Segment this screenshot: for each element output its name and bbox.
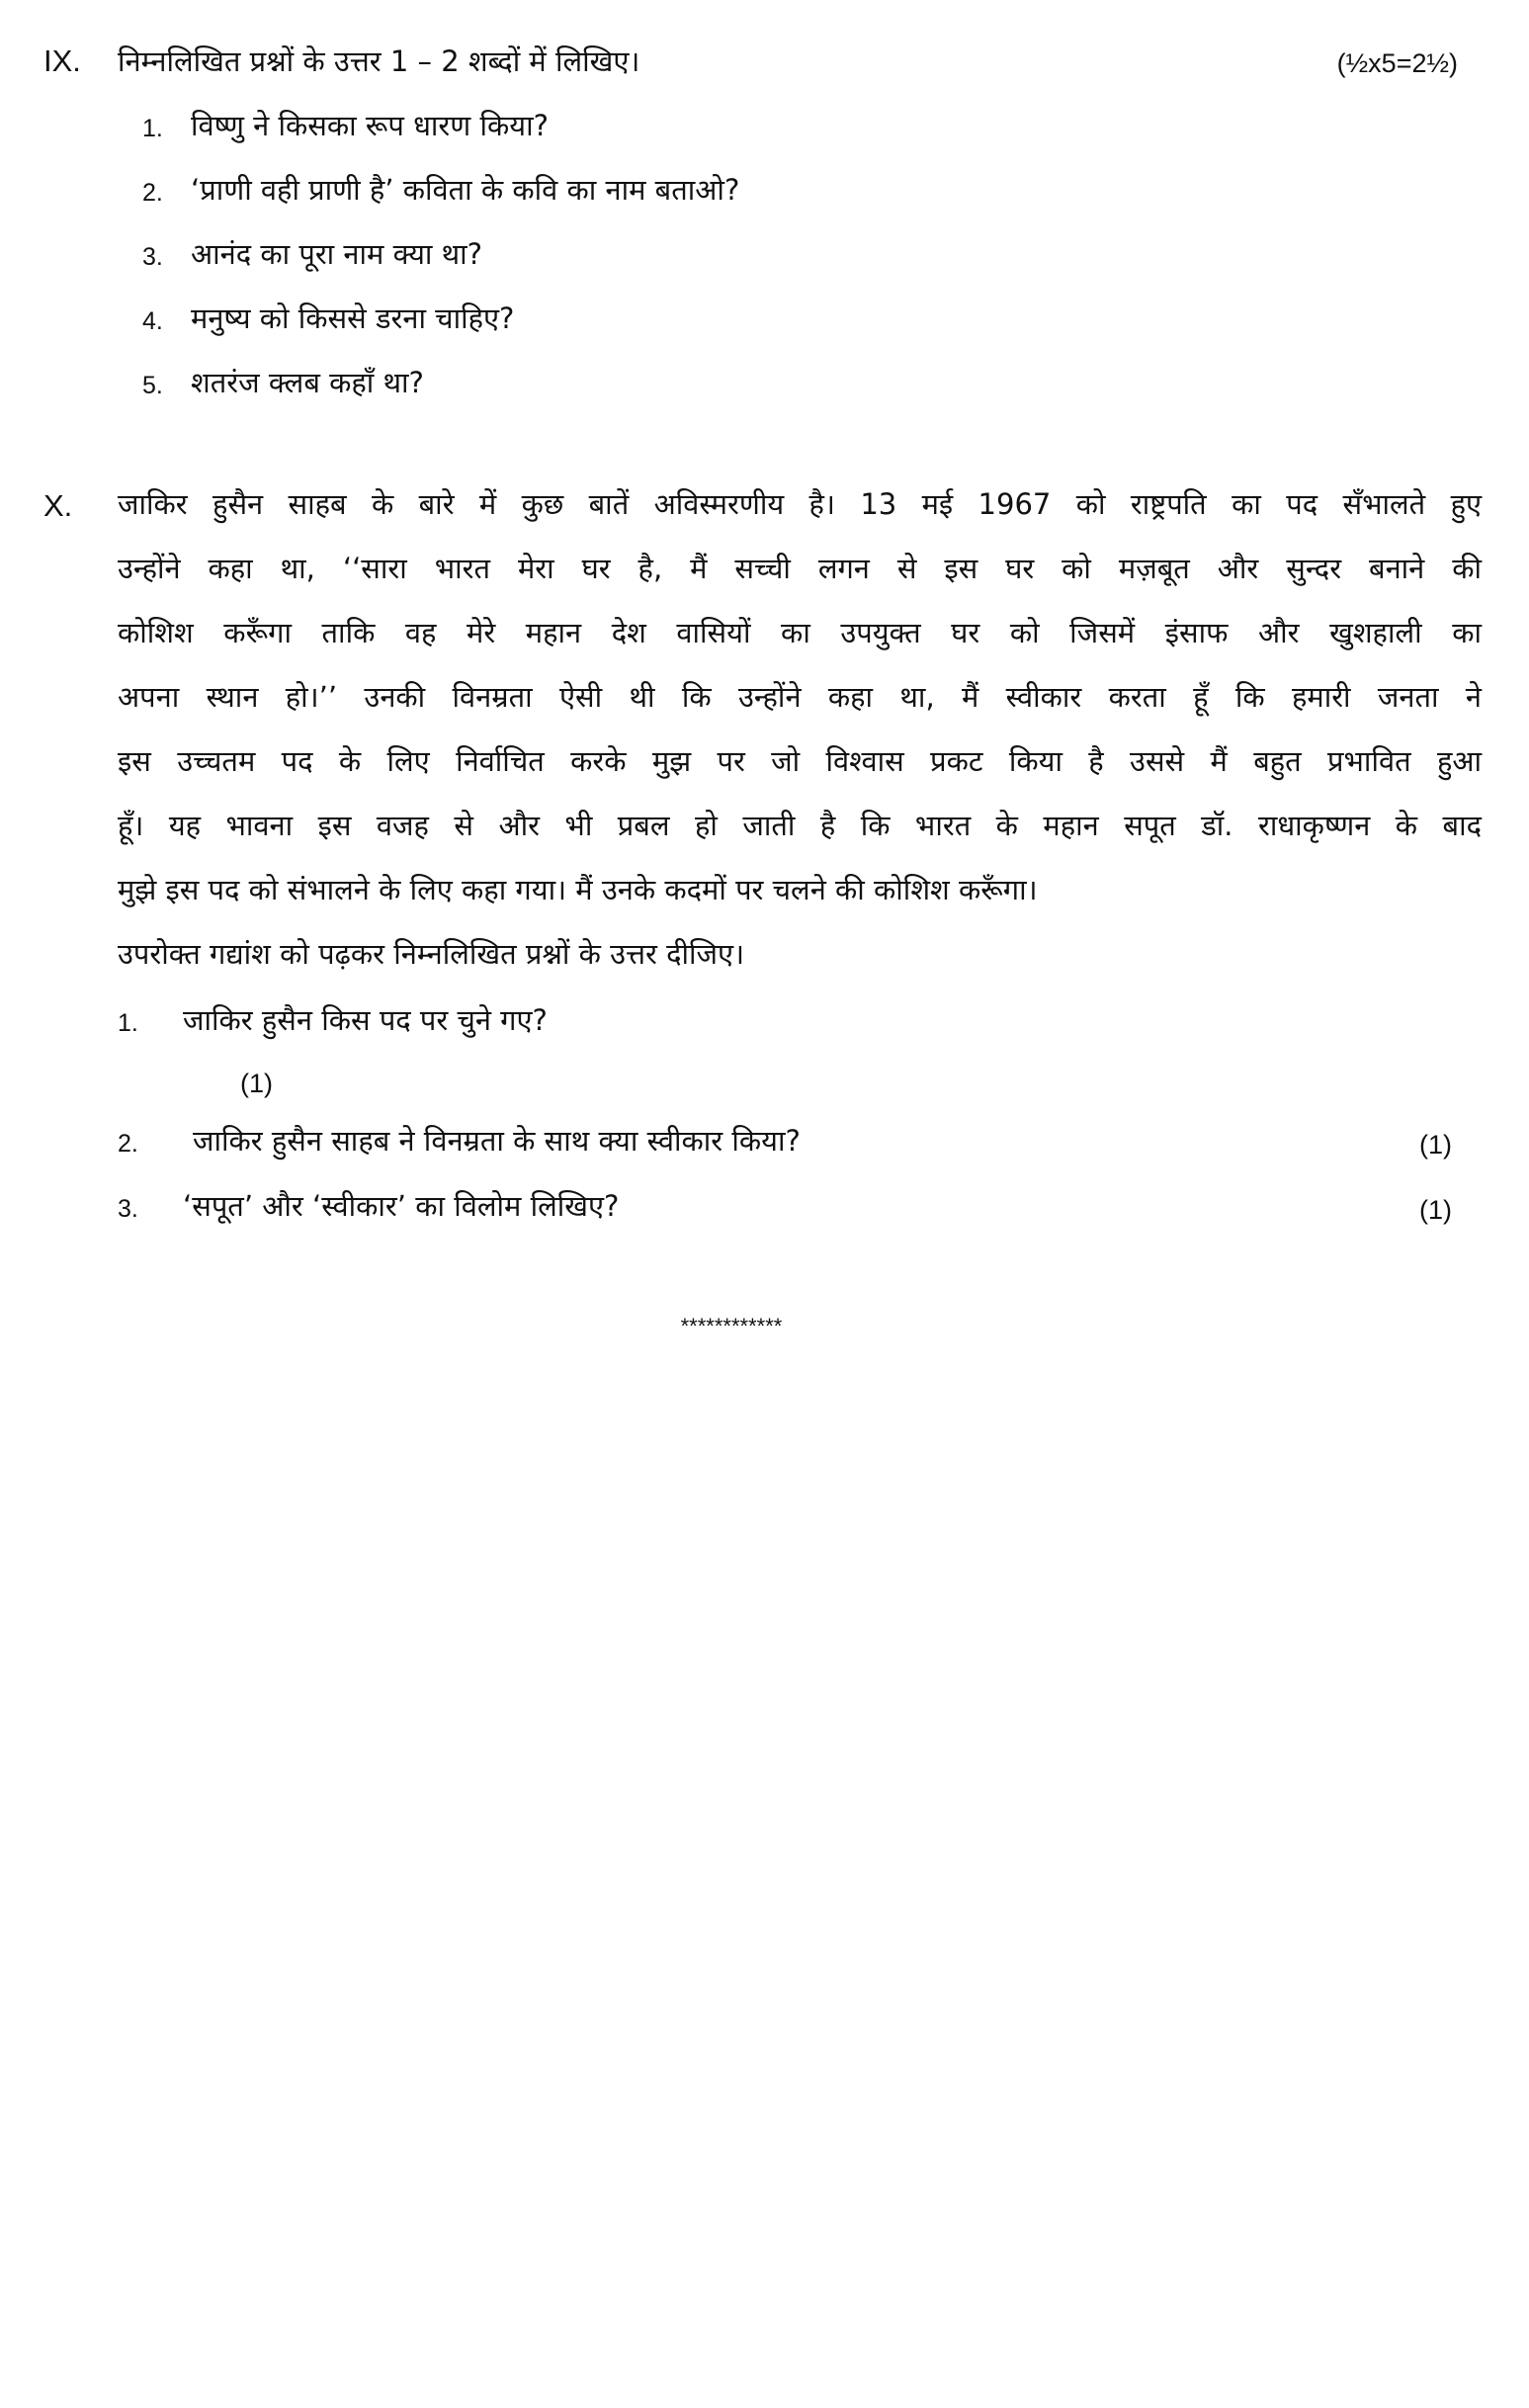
question-marks: (1) [1419,1130,1452,1160]
passage-line: जाकिर हुसैन साहब के बारे में कुछ बातें अविस्मरणीय है। 13 मई 1967 को राष्ट्रपति का पद सँभालते हुए [118,487,1482,521]
question-number: 2. [142,179,163,207]
question-marks: (1) [240,1069,273,1098]
passage-line: अपना स्थान हो।’’ उनकी विनम्रता ऐसी थी कि उन्होंने कहा था, मैं स्वीकार करता हूँ कि हमारी जनता ने [118,680,1482,714]
question-text: ‘सपूत’ और ‘स्वीकार’ का विलोम लिखिए? [183,1189,620,1223]
passage-line: मुझे इस पद को संभालने के लिए कहा गया। मैं उनके कदमों पर चलने की कोशिश करूँगा। [118,873,1038,906]
question-text: जाकिर हुसैन किस पद पर चुने गए? [183,1003,548,1037]
passage-line: उन्होंने कहा था, ‘‘सारा भारत मेरा घर है, मैं सच्ची लगन से इस घर को मज़बूत और सुन्दर बनाने की [118,552,1482,585]
question-text: विष्णु ने किसका रूप धारण किया? [191,109,549,142]
question-text: जाकिर हुसैन साहब ने विनम्रता के साथ क्या स्वीकार किया? [193,1124,801,1158]
section-instruction: निम्नलिखित प्रश्नों के उत्तर 1 – 2 शब्दों में लिखिए। [118,44,640,78]
passage-line: हूँ। यह भावना इस वजह से और भी प्रबल हो जाती है कि भारत के महान सपूत डॉ. राधाकृष्णन के बाद [118,809,1482,842]
question-number: 3. [118,1195,138,1223]
section-numeral: X. [43,488,73,523]
section-numeral: IX. [43,43,81,78]
question-text: आनंद का पूरा नाम क्या था? [191,237,483,271]
question-number: 5. [142,372,163,399]
question-number: 4. [142,307,163,335]
question-text: ‘प्राणी वही प्राणी है’ कविता के कवि का नाम बताओ? [191,173,740,207]
question-text: शतरंज क्लब कहाँ था? [191,366,424,399]
question-number: 3. [142,243,163,271]
end-marker: ************ [680,1314,783,1338]
question-marks: (1) [1419,1195,1452,1225]
question-number: 1. [142,115,163,142]
question-number: 1. [118,1009,138,1037]
question-text: मनुष्य को किससे डरना चाहिए? [191,301,515,335]
passage-line: इस उच्चतम पद के लिए निर्वाचित करके मुझ पर जो विश्वास प्रकट किया है उससे मैं बहुत प्रभावित हुआ [118,744,1482,778]
question-number: 2. [118,1130,138,1158]
section-instruction: उपरोक्त गद्यांश को पढ़कर निम्नलिखित प्रश्नों के उत्तर दीजिए। [118,937,745,971]
section-marks: (½x5=2½) [1336,48,1458,78]
passage-line: कोशिश करूँगा ताकि वह मेरे महान देश वासियों का उपयुक्त घर को जिसमें इंसाफ और खुशहाली का [118,616,1482,649]
